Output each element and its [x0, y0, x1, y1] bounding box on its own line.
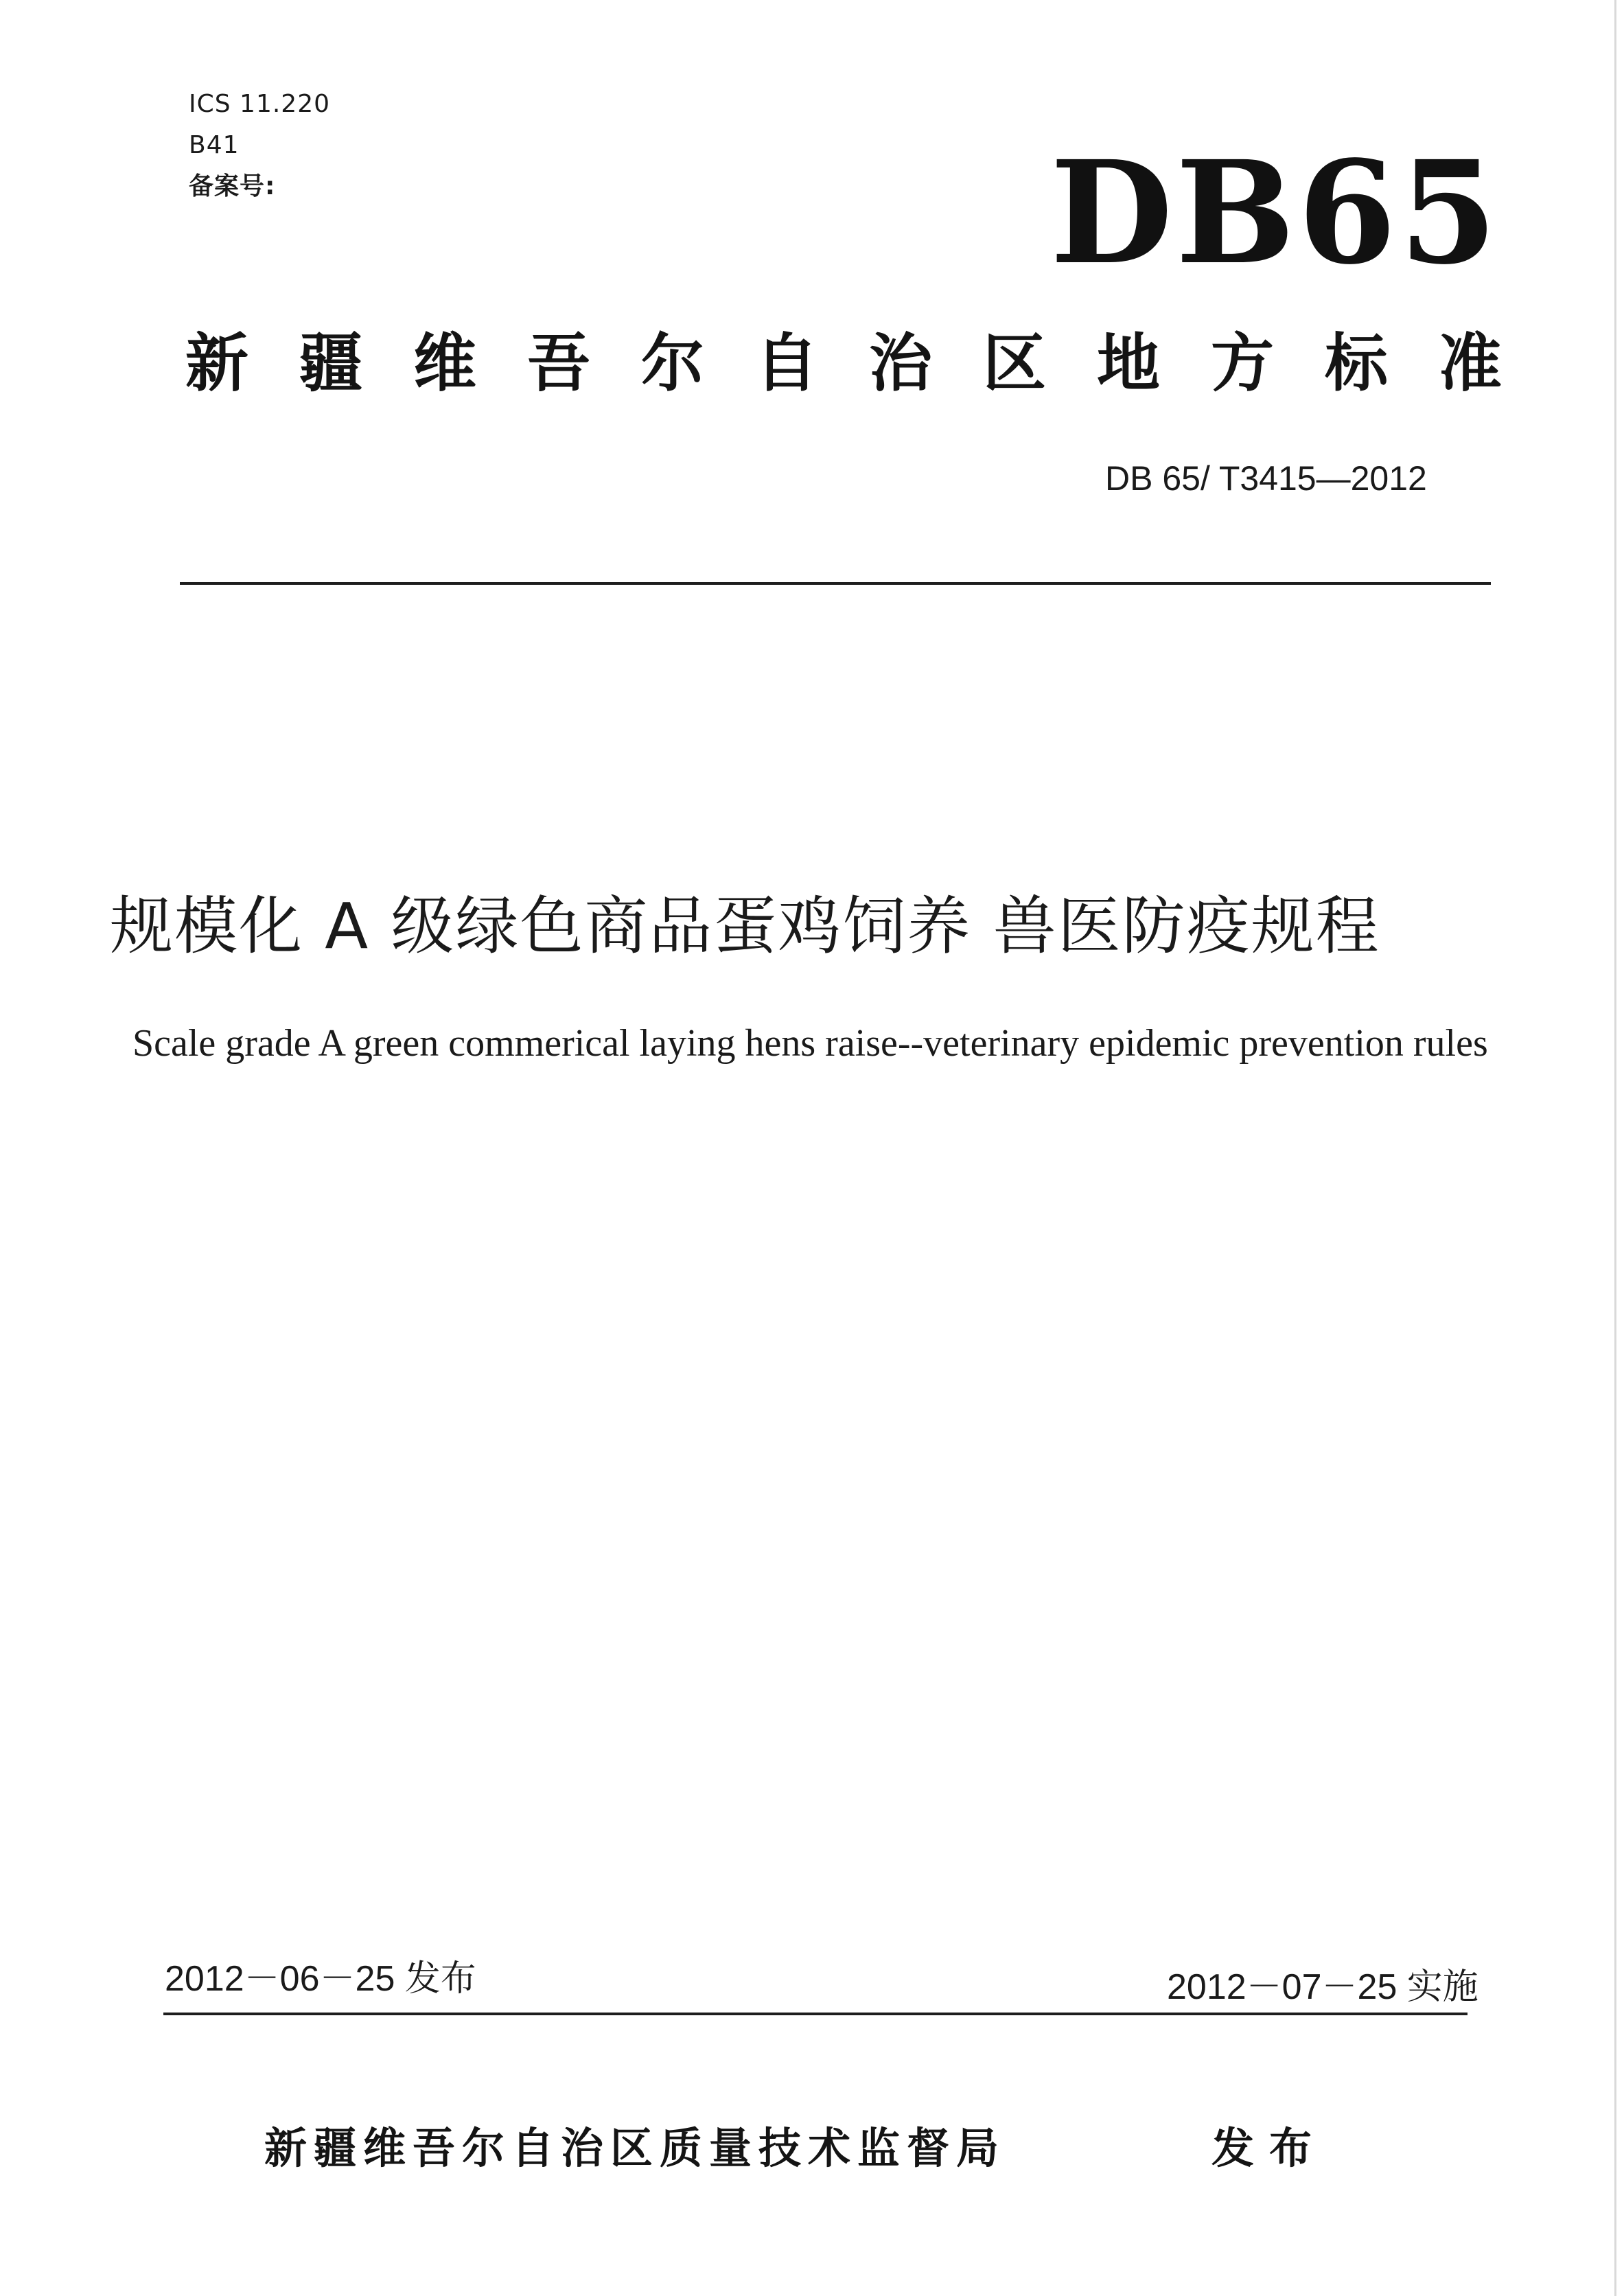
ccs-code: B41 — [189, 131, 240, 159]
issue-label: 发布 — [1211, 2123, 1327, 2173]
standard-number: DB 65/ T3415—2012 — [1105, 459, 1427, 498]
document-title-english: Scale grade A green commerical laying hens raise--veterinary epidemic prevention rules — [132, 1022, 1488, 1065]
issue-date: 2012－06－25 发布 — [165, 1959, 476, 1999]
top-divider — [180, 582, 1491, 585]
standard-code-logo: DB65 — [1050, 130, 1500, 296]
issuing-authority: 新疆维吾尔自治区质量技术监督局 — [264, 2123, 1006, 2173]
document-title-chinese: 规模化 A 级绿色商品蛋鸡饲养 兽医防疫规程 — [110, 890, 1380, 963]
bottom-divider — [163, 2013, 1468, 2015]
scan-edge-line — [1614, 0, 1616, 2296]
standard-type-heading: 新疆维吾尔自治区地方标准 — [185, 327, 1553, 400]
classification-block — [189, 84, 330, 207]
record-number-label: 备案号: — [189, 172, 276, 200]
effective-date: 2012－07－25 实施 — [1167, 1967, 1478, 2007]
ics-code: ICS 11.220 — [189, 90, 331, 118]
